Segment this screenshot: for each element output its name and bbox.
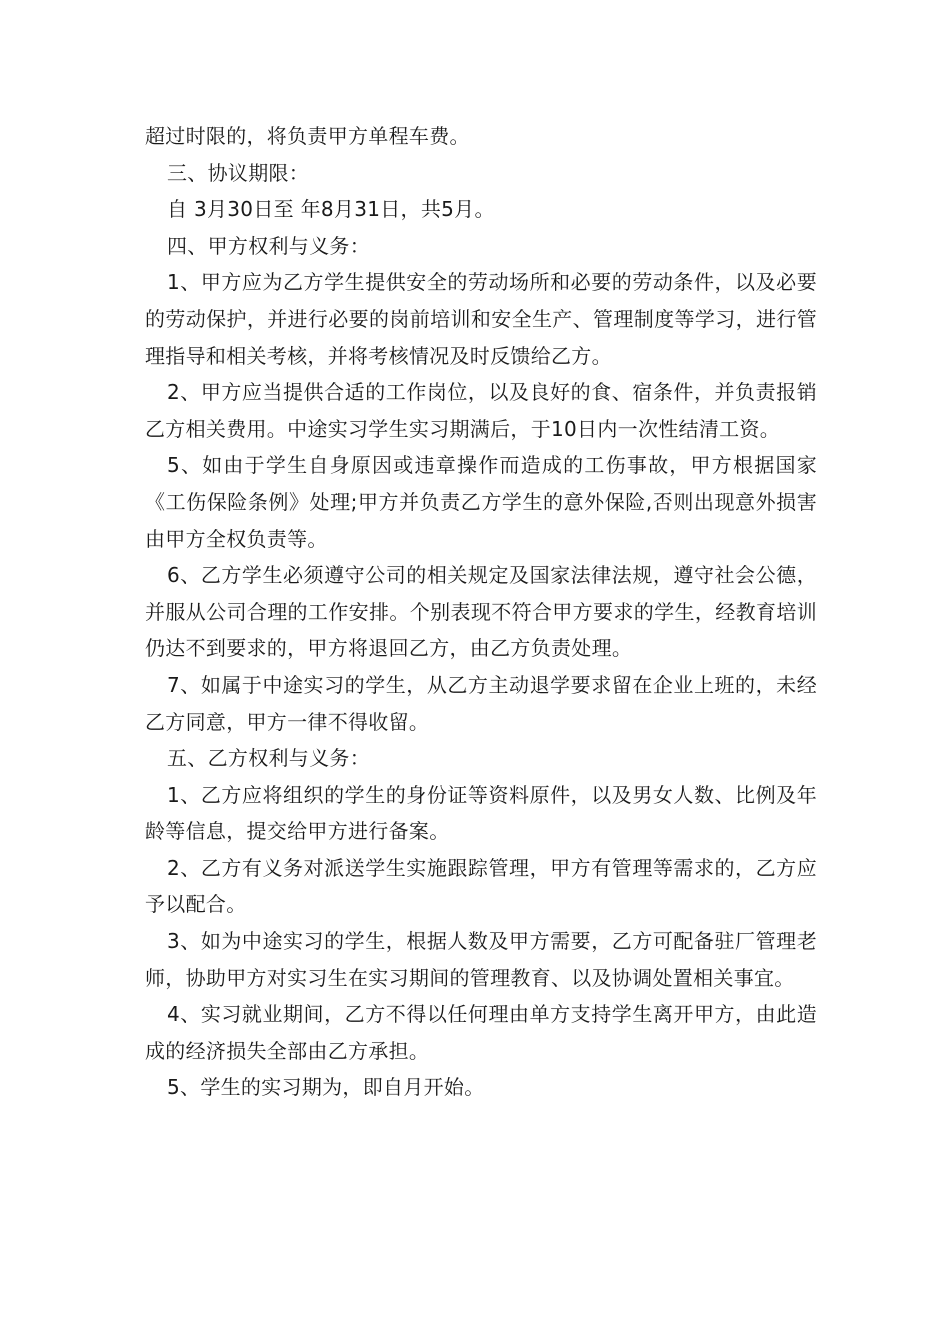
paragraph-party-b-item-3: 3、如为中途实习的学生，根据人数及甲方需要，乙方可配备驻厂管理老师，协助甲方对实习生在实习期间的管理教育、以及协调处置相关事宜。 — [145, 929, 817, 990]
paragraph-party-b-item-2: 2、乙方有义务对派送学生实施跟踪管理，甲方有管理等需求的，乙方应予以配合。 — [145, 855, 817, 917]
paragraph-term-dates: 自 3月30日至 年8月31日，共5月。 — [167, 197, 495, 222]
section-heading-party-a: 四、甲方权利与义务： — [167, 233, 370, 258]
paragraph-party-a-item-5: 5、如由于学生自身原因或违章操作而造成的工伤事故，甲方根据国家《工伤保险条例》处理;甲方并负责乙方学生的意外保险,否则出现意外损害由甲方全权负责等。 — [145, 453, 817, 551]
paragraph-party-a-item-2: 2、甲方应当提供合适的工作岗位，以及良好的食、宿条件，并负责报销乙方相关费用。中途实习学生实习期满后，于10日内一次性结清工资。 — [145, 380, 817, 441]
section-heading-agreement-term: 三、协议期限： — [167, 160, 310, 185]
paragraph-party-a-item-1: 1、甲方应为乙方学生提供安全的劳动场所和必要的劳动条件，以及必要的劳动保护，并进行必要的岗前培训和安全生产、管理制度等学习，进行管理指导和相关考核，并将考核情况及时反馈给乙方。 — [145, 270, 817, 368]
paragraph-party-a-item-7: 7、如属于中途实习的学生，从乙方主动退学要求留在企业上班的，未经乙方同意，甲方一律不得收留。 — [145, 672, 817, 734]
paragraph-party-b-item-1: 1、乙方应将组织的学生的身份证等资料原件，以及男女人数、比例及年龄等信息，提交给甲方进行备案。 — [145, 782, 817, 844]
paragraph-continuation: 超过时限的，将负责甲方单程车费。 — [145, 124, 470, 148]
paragraph-party-b-item-5: 5、学生的实习期为，即自月开始。 — [167, 1075, 485, 1100]
paragraph-party-b-item-4: 4、实习就业期间，乙方不得以任何理由单方支持学生离开甲方，由此造成的经济损失全部由乙方承担。 — [145, 1002, 817, 1063]
section-heading-party-b: 五、乙方权利与义务： — [167, 746, 370, 771]
document-body — [145, 118, 817, 1106]
paragraph-party-a-item-6: 6、乙方学生必须遵守公司的相关规定及国家法律法规，遵守社会公德，并服从公司合理的工作安排。个别表现不符合甲方要求的学生，经教育培训仍达不到要求的，甲方将退回乙方，由乙方负责处理。 — [145, 563, 817, 661]
